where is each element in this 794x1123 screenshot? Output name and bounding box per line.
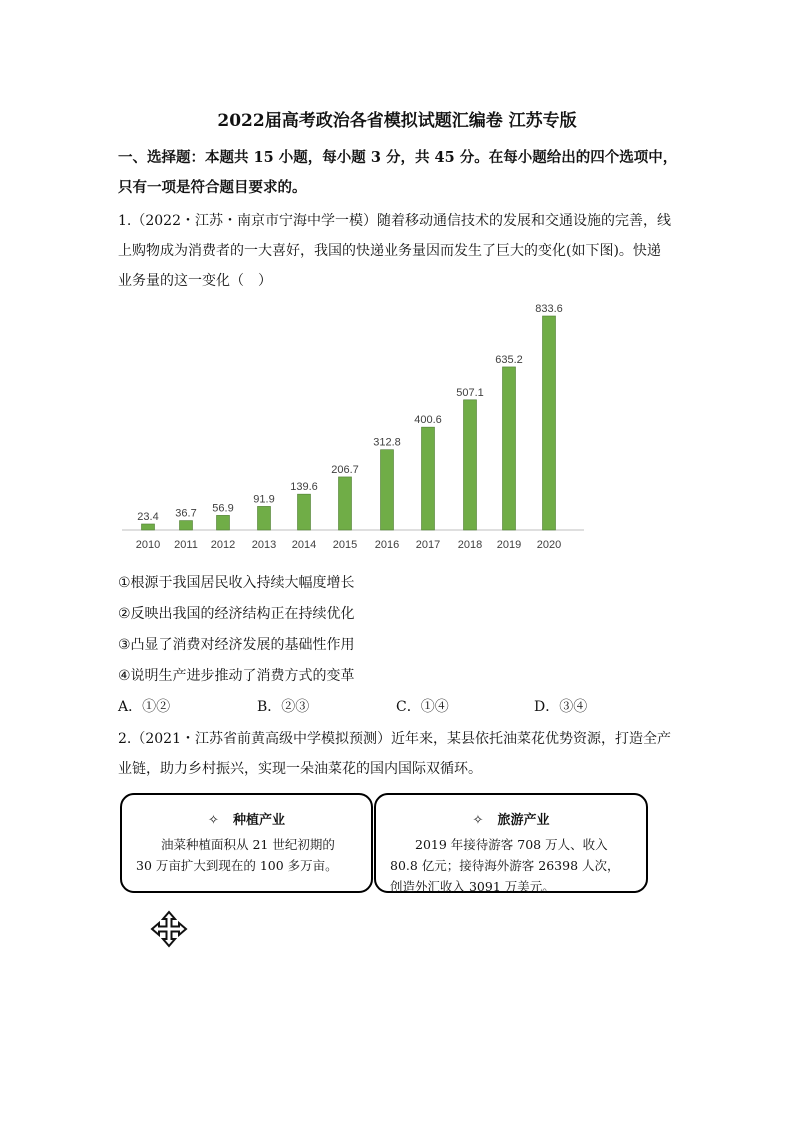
move-cursor-icon[interactable]	[148, 910, 190, 948]
x-tick-label-2020: 2020	[536, 539, 562, 551]
option-3: ③凸显了消费对经济发展的基础性作用	[118, 637, 355, 653]
data-label-2020: 833.6	[535, 303, 563, 315]
sparkle-icon: ✧	[472, 813, 484, 828]
tourism-industry-text-line3: 创造外汇收入 3091 万美元。	[390, 879, 555, 894]
x-tick-label-2014: 2014	[291, 539, 317, 551]
x-tick-label-2011: 2011	[174, 539, 198, 551]
x-tick-label-2015: 2015	[332, 539, 358, 551]
x-tick-label-2012: 2012	[210, 539, 236, 551]
page-title: 2022届高考政治各省模拟试题汇编卷 江苏专版	[217, 111, 577, 131]
planting-industry-text-line2: 30 万亩扩大到现在的 100 多万亩。	[136, 858, 338, 873]
x-tick-label-2013: 2013	[251, 539, 277, 551]
data-label-2013: 91.9	[253, 493, 275, 506]
bar-2019	[503, 367, 516, 530]
section-heading-line1: 一、选择题：本题共 15 小题，每小题 3 分，共 45 分。在每小题给出的四个选项中，	[118, 149, 678, 166]
choice-d[interactable]: D．③④	[534, 699, 588, 715]
bar-2013	[258, 506, 271, 530]
data-label-2011: 36.7	[175, 507, 197, 520]
data-label-2010: 23.4	[137, 510, 159, 523]
express-volume-bar-chart	[118, 298, 588, 560]
x-tick-label-2018: 2018	[457, 539, 483, 551]
x-tick-label-2019: 2019	[496, 539, 522, 551]
choice-c[interactable]: C．①④	[396, 699, 449, 715]
planting-industry-text-line1: 油菜种植面积从 21 世纪初期的	[161, 837, 335, 852]
bar-2020	[543, 316, 556, 530]
data-label-2016: 312.8	[373, 436, 401, 449]
data-label-2018: 507.1	[456, 386, 484, 399]
question-2-line1: 2.（2021・江苏省前黄高级中学模拟预测）近年来，某县依托油菜花优势资源，打造全产	[118, 731, 671, 747]
question-2-line2: 业链，助力乡村振兴，实现一朵油菜花的国内国际双循环。	[118, 761, 482, 777]
tourism-industry-text-line1: 2019 年接待游客 708 万人、收入	[415, 837, 608, 852]
question-1-line2: 上购物成为消费者的一大喜好，我国的快递业务量因而发生了巨大的变化(如下图)。快递	[118, 243, 661, 259]
bar-2012	[217, 515, 230, 530]
option-1: ①根源于我国居民收入持续大幅度增长	[118, 575, 355, 591]
planting-industry-box	[120, 793, 373, 893]
data-label-2017: 400.6	[414, 414, 442, 427]
data-label-2015: 206.7	[331, 463, 359, 476]
question-1-line1: 1.（2022・江苏・南京市宁海中学一模）随着移动通信技术的发展和交通设施的完善，线	[118, 213, 671, 229]
sparkle-icon: ✧	[208, 813, 219, 828]
data-label-2012: 56.9	[212, 502, 234, 515]
tourism-industry-text-line2: 80.8 亿元；接待海外游客 26398 人次，	[390, 858, 620, 873]
section-heading-line2: 只有一项是符合题目要求的。	[118, 179, 307, 196]
choice-a[interactable]: A．①②	[118, 699, 171, 715]
choice-b[interactable]: B．②③	[257, 699, 310, 715]
option-4: ④说明生产进步推动了消费方式的变革	[118, 668, 355, 684]
x-tick-label-2010: 2010	[135, 539, 161, 551]
x-tick-label-2016: 2016	[374, 539, 400, 551]
data-label-2019: 635.2	[495, 353, 523, 366]
bar-2010	[142, 524, 155, 530]
data-label-2014: 139.6	[290, 481, 318, 494]
option-2: ②反映出我国的经济结构正在持续优化	[118, 606, 355, 622]
x-tick-label-2017: 2017	[415, 539, 441, 551]
bar-2015	[339, 477, 352, 530]
bar-2016	[381, 450, 394, 530]
bar-2011	[180, 521, 193, 530]
question-1-line3: 业务量的这一变化（ ）	[118, 273, 272, 289]
planting-industry-title: 种植产业	[232, 813, 285, 828]
tourism-industry-box	[374, 793, 648, 893]
bar-2018	[464, 400, 477, 530]
bar-2014	[298, 494, 311, 530]
tourism-industry-title: 旅游产业	[497, 813, 550, 828]
bar-2017	[422, 427, 435, 530]
